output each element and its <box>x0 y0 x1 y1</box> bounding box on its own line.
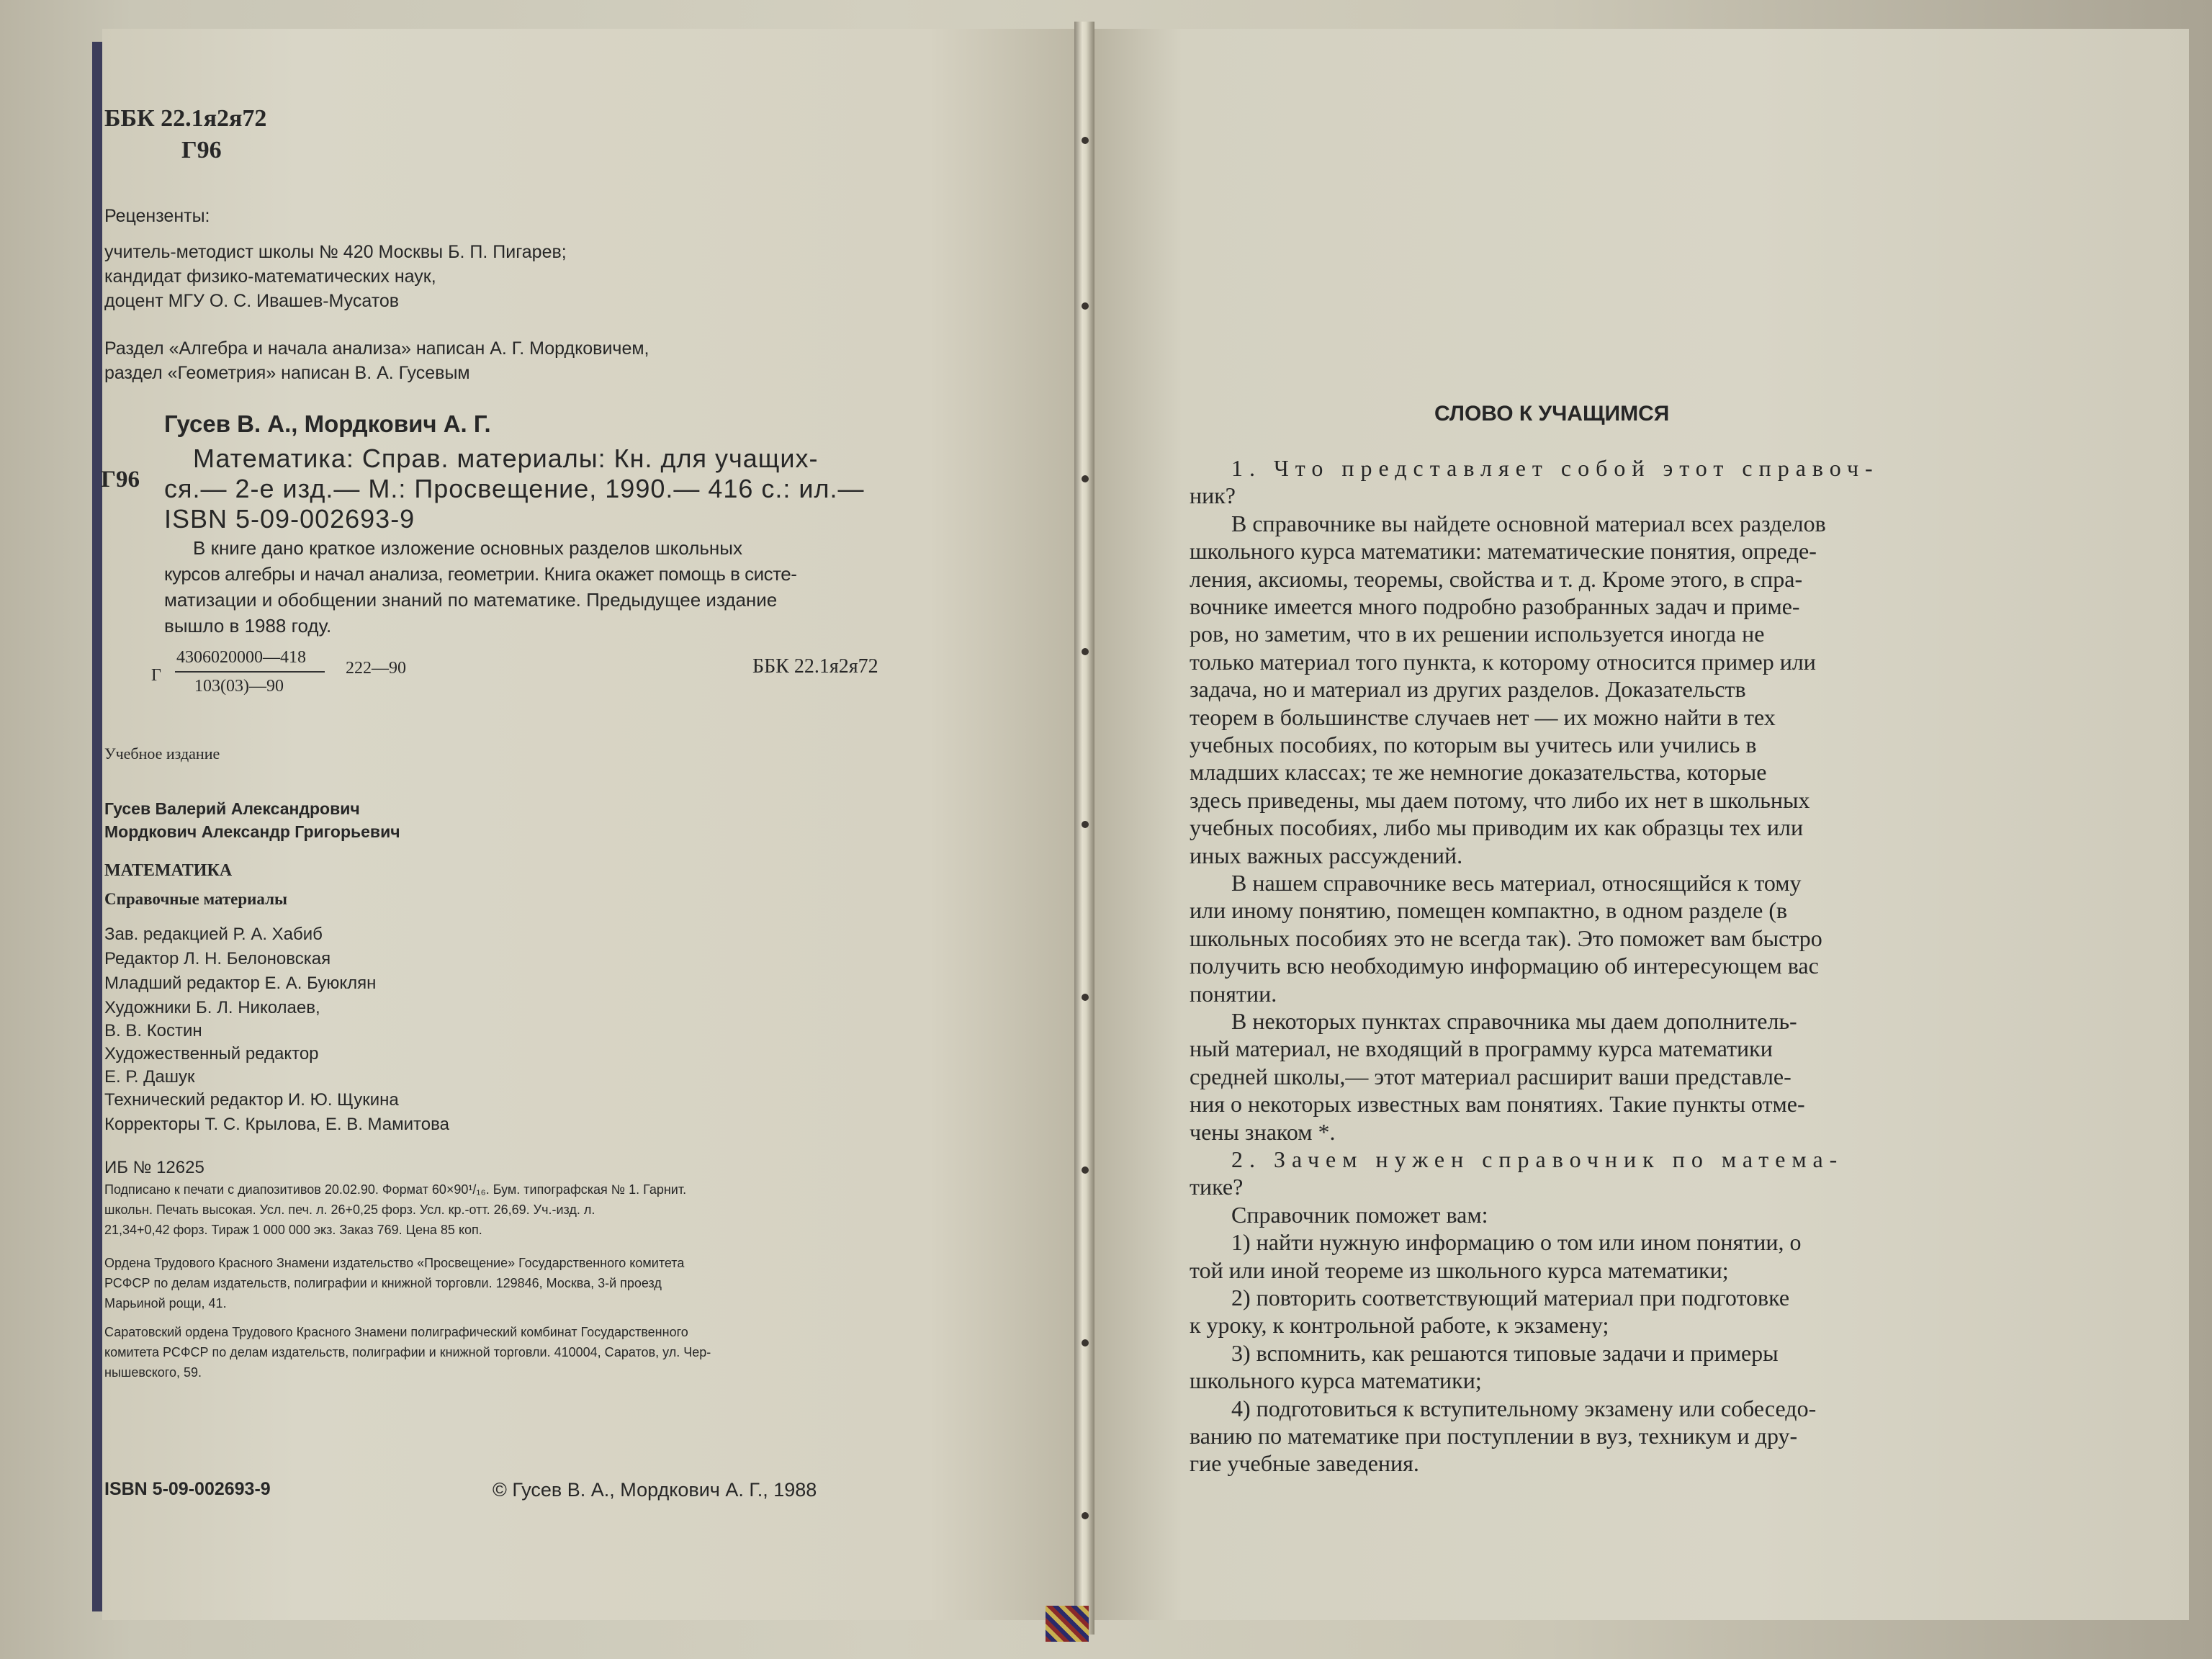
index-numerator: 4306020000—418 <box>176 648 306 667</box>
right-page-line: ления, аксиомы, теоремы, свойства и т. д. Кроме этого, в спра- <box>1190 566 1803 592</box>
isbn-footer: ISBN 5-09-002693-9 <box>104 1479 271 1499</box>
binding-stitch <box>1082 648 1089 655</box>
binding-stitch <box>1082 1512 1089 1519</box>
book-title: МАТЕМАТИКА <box>104 861 233 880</box>
right-page-line: вочнике имеется много подробно разобранных задач и приме- <box>1190 593 1800 619</box>
right-page-line: к уроку, к контрольной работе, к экзамену; <box>1190 1312 1609 1338</box>
publisher-line: Ордена Трудового Красного Знамени издательство «Просвещение» Государственного комитета <box>104 1256 685 1270</box>
right-page-line: ванию по математике при поступлении в вуз, техникум и дру- <box>1190 1423 1798 1449</box>
printer-line: нышевского, 59. <box>104 1365 202 1380</box>
reviewer-line: кандидат физико-математических наук, <box>104 266 436 287</box>
copyright: © Гусев В. А., Мордкович А. Г., 1988 <box>493 1479 817 1501</box>
staff-line: Е. Р. Дашук <box>104 1067 195 1087</box>
binding-stitch <box>1082 994 1089 1001</box>
sections-line: раздел «Геометрия» написан В. А. Гусевым <box>104 363 470 383</box>
right-page-line: гие учебные заведения. <box>1190 1450 1419 1476</box>
right-page-line: тике? <box>1190 1174 1244 1200</box>
sections-line: Раздел «Алгебра и начала анализа» написан А. Г. Мордковичем, <box>104 338 649 359</box>
binding-stitch <box>1082 1339 1089 1346</box>
ib-number: ИБ № 12625 <box>104 1158 204 1177</box>
right-page-line: здесь приведены, мы даем потому, что либо их нет в школьных <box>1190 787 1810 813</box>
reviewer-line: учитель-методист школы № 420 Москвы Б. П. Пигарев; <box>104 242 567 262</box>
right-page-line: средней школы,— этот материал расширит ваши представле- <box>1190 1064 1791 1089</box>
abstract-line: курсов алгебры и начал анализа, геометрии. Книга окажет помощь в систе- <box>164 563 797 585</box>
right-page-line: ров, но заметим, что в их решении используется иногда не <box>1190 621 1765 647</box>
right-page-line: только материал того пункта, к которому относится пример или <box>1190 649 1816 675</box>
binding-stitch <box>1082 1166 1089 1174</box>
right-page-line: понятии. <box>1190 981 1277 1007</box>
index-letter: Г <box>151 666 161 685</box>
staff-line: Младший редактор Е. А. Буюклян <box>104 974 377 993</box>
index-bbk: ББК 22.1я2я72 <box>752 655 878 678</box>
staff-line: Зав. редакцией Р. А. Хабиб <box>104 925 323 944</box>
right-page-line: В нашем справочнике весь материал, относящийся к тому <box>1231 870 1802 896</box>
staff-line: Художественный редактор <box>104 1044 319 1064</box>
catalog-code: Г96 <box>101 467 140 493</box>
right-page-line: В некоторых пунктах справочника мы даем дополнитель- <box>1231 1008 1797 1034</box>
binding-stitch <box>1082 137 1089 144</box>
right-page-line: 1) найти нужную информацию о том или ином понятии, о <box>1231 1229 1802 1255</box>
reviewer-line: доцент МГУ О. С. Ивашев-Мусатов <box>104 291 400 311</box>
right-page-line: ный материал, не входящий в программу курса математики <box>1190 1035 1773 1061</box>
bookmark-ribbon <box>1046 1606 1089 1642</box>
right-page-title: СЛОВО К УЧАЩИМСЯ <box>1434 402 1670 426</box>
printer-line: Саратовский ордена Трудового Красного Знамени полиграфический комбинат Государственного <box>104 1325 688 1339</box>
book-subtitle: Справочные материалы <box>104 890 287 908</box>
right-page-line: ник? <box>1190 482 1236 508</box>
abstract-line: матизации и обобщении знаний по математике. Предыдущее издание <box>164 589 778 611</box>
book-gutter <box>1074 22 1094 1635</box>
right-page-line: 2) повторить соответствующий материал при подготовке <box>1231 1285 1790 1310</box>
right-page-line: иных важных рассуждений. <box>1190 842 1463 868</box>
authors-heading: Гусев В. А., Мордкович А. Г. <box>164 410 491 437</box>
right-page-line: школьных пособиях это не всегда так). Это поможет вам быстро <box>1190 925 1822 951</box>
reviewers-heading: Рецензенты: <box>104 206 210 226</box>
right-page-line: Справочник поможет вам: <box>1231 1202 1488 1228</box>
right-page-line: задача, но и материал из других разделов. Доказательств <box>1190 676 1746 702</box>
bib-line: ся.— 2-е изд.— М.: Просвещение, 1990.— 416 с.: ил.— <box>164 474 865 503</box>
right-page-line: или иному понятию, помещен компактно, в одном разделе (в <box>1190 897 1788 923</box>
right-page-line: учебных пособиях, либо мы приводим их как образцы тех или <box>1190 814 1804 840</box>
author-name: Мордкович Александр Григорьевич <box>104 822 400 841</box>
print-line: школьн. Печать высокая. Усл. печ. л. 26+0,25 форз. Усл. кр.-отт. 26,69. Уч.-изд. л. <box>104 1202 595 1217</box>
print-line: 21,34+0,42 форз. Тираж 1 000 000 экз. Заказ 769. Цена 85 коп. <box>104 1223 482 1237</box>
staff-line: Корректоры Т. С. Крылова, Е. В. Мамитова <box>104 1115 449 1134</box>
right-page-line: 4) подготовиться к вступительному экзамену или собеседо- <box>1231 1395 1817 1421</box>
binding-stitch <box>1082 302 1089 310</box>
author-name: Гусев Валерий Александрович <box>104 799 360 818</box>
edition-type: Учебное издание <box>104 745 220 763</box>
right-page-line: младших классах; те же немногие доказательства, которые <box>1190 759 1767 785</box>
binding-stitch <box>1082 821 1089 828</box>
printer-line: комитета РСФСР по делам издательств, полиграфии и книжной торговли. 410004, Саратов, ул. Чер- <box>104 1345 711 1359</box>
right-page-line: 1. Что представляет собой этот справоч- <box>1231 455 1879 481</box>
right-page-line: ния о некоторых известных вам понятиях. Такие пункты отме- <box>1190 1091 1805 1117</box>
staff-line: Технический редактор И. Ю. Щукина <box>104 1090 399 1110</box>
right-page-line: получить всю необходимую информацию об интересующем вас <box>1190 953 1819 979</box>
publisher-line: РСФСР по делам издательств, полиграфии и книжной торговли. 129846, Москва, 3-й проезд <box>104 1276 662 1290</box>
bib-line: ISBN 5-09-002693-9 <box>164 504 415 534</box>
right-page-line: учебных пособиях, по которым вы учитесь или учились в <box>1190 732 1757 757</box>
right-page-line: той или иной теореме из школьного курса математики; <box>1190 1257 1729 1283</box>
staff-line: Художники Б. Л. Николаев, <box>104 998 320 1017</box>
index-denominator: 103(03)—90 <box>194 677 284 696</box>
right-page-line: школьного курса математики; <box>1190 1367 1482 1393</box>
abstract-line: В книге дано краткое изложение основных разделов школьных <box>193 537 742 559</box>
print-line: Подписано к печати с диапозитивов 20.02.90. Формат 60×90¹/₁₆. Бум. типографская № 1. Гарнит. <box>104 1182 687 1197</box>
bbk-code: ББК 22.1я2я72 <box>104 105 267 132</box>
staff-line: В. В. Костин <box>104 1021 202 1040</box>
g-code: Г96 <box>181 137 222 163</box>
right-page-line: 3) вспомнить, как решаются типовые задачи и примеры <box>1231 1340 1779 1366</box>
staff-line: Редактор Л. Н. Белоновская <box>104 949 331 968</box>
bib-line: Математика: Справ. материалы: Кн. для учащих- <box>193 444 819 473</box>
abstract-line: вышло в 1988 году. <box>164 615 332 637</box>
fraction-bar <box>175 671 325 673</box>
right-page-line: В справочнике вы найдете основной материал всех разделов <box>1231 511 1826 536</box>
right-page-line: теорем в большинстве случаев нет — их можно найти в тех <box>1190 704 1776 730</box>
right-page-line: чены знаком *. <box>1190 1119 1336 1145</box>
binding-stitch <box>1082 475 1089 482</box>
index-number: 222—90 <box>346 659 406 678</box>
right-page-line: 2. Зачем нужен справочник по матема- <box>1231 1146 1844 1172</box>
publisher-line: Марьиной рощи, 41. <box>104 1296 227 1310</box>
right-page-line: школьного курса математики: математические понятия, опреде- <box>1190 538 1817 564</box>
